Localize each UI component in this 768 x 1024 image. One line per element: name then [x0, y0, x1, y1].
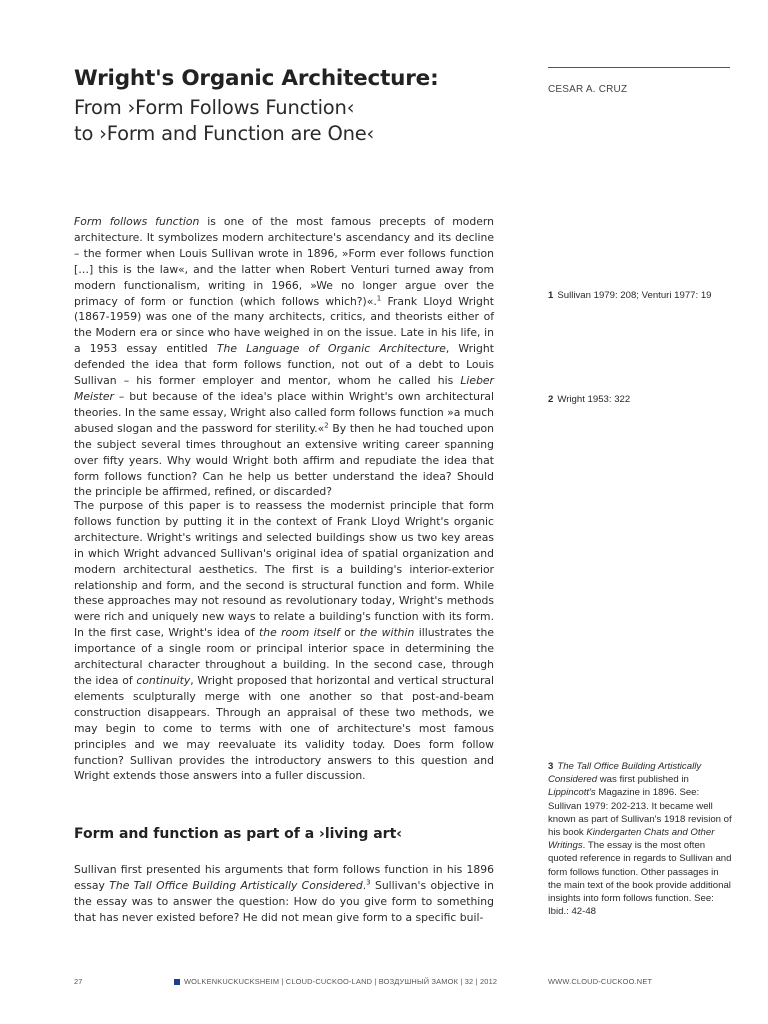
- footnote-ref-1[interactable]: 1: [376, 293, 382, 302]
- footnote-number: 3: [548, 761, 554, 772]
- paragraph-3: [74, 862, 494, 926]
- footnote-text: Wright 1953: 322: [557, 394, 631, 405]
- footer-journal: [174, 977, 497, 986]
- italic-text: Lippincott's: [548, 787, 596, 799]
- author-rule: [548, 67, 730, 68]
- text-run: The purpose of this paper is to reassess the modernist principle that form follows function by putting it in the context of Frank Lloyd Wright's organic architecture. Wright's writings and selected buildings show us two key areas in which Wright advanced Sullivan's original idea of spatial organization and modern architectural aesthetics. The first is a building's interior-exterior relationship and form, and the second is structural function and form. While these approaches may not resound as revolutionary today, Wright's methods were rich and uniquely new ways to relate a building's function with its form. In the first case, Wright's idea of: [74, 499, 494, 640]
- page-number: 27: [74, 977, 83, 986]
- footnote-number: 1: [548, 290, 554, 301]
- text-run: illustrates the importance of a single room or principal interior space in determining the architectural character throughout a building. In the second case, through the idea of: [74, 626, 494, 687]
- italic-text: the room itself: [259, 626, 340, 640]
- italic-text: The Tall Office Building Artistically Considered: [548, 761, 702, 786]
- footnote-text: Sullivan 1979: 208; Venturi 1977: 19: [557, 290, 712, 301]
- italic-text: the within: [359, 626, 415, 640]
- italic-text: continuity: [136, 673, 191, 687]
- text-run: – but because of the idea's place within Wright's own architectural theories. In the same essay, Wright also called form follows function »a much abused slogan and the password for sterility.«: [74, 389, 494, 435]
- footnote-2: [548, 393, 733, 406]
- footnote-ref-3[interactable]: 3: [366, 878, 371, 887]
- footnote-text: Magazine in 1896. See: Sullivan 1979: 202-213. It became well known as part of Sullivan's 1918 revision of his book: [548, 787, 732, 839]
- italic-text: Kindergarten Chats and Other Writings: [548, 827, 715, 852]
- footnote-3: [548, 760, 733, 918]
- footnote-number: 2: [548, 394, 554, 405]
- italic-text: The Language of Organic Architecture: [216, 342, 446, 356]
- text-run: .: [362, 878, 367, 892]
- footnote-text: . The essay is the most often quoted reference in regards to Sullivan and form follows function. Other passages in the main text of the book provide additional insights into form follows function. See: Ibid.: 42-48: [548, 840, 732, 918]
- italic-text: The Tall Office Building Artistically Considered: [109, 878, 363, 892]
- section-heading: Form and function as part of a ›living art‹: [74, 826, 403, 842]
- text-run: By then he had touched upon the subject several times throughout an extensive writing career spanning over fifty years. Why would Wright both affirm and repudiate the idea that form follows function? Can he help us better understand the idea? Should the principle be affirmed, refined, or discarded?: [74, 421, 494, 499]
- text-run: Frank Lloyd Wright (1867-1959) was one of the many architects, critics, and theorists either of the Modern era or since who have weighed in on the issue. Late in his life, in a 1953 essay entitled: [74, 294, 494, 356]
- subtitle-line-2: to ›Form and Function are One‹: [74, 122, 375, 145]
- paragraph-2: [74, 498, 494, 784]
- square-bullet-icon: [174, 979, 180, 985]
- text-run: or: [339, 626, 360, 640]
- footnote-1: [548, 289, 733, 302]
- footnote-text: was first published in: [597, 774, 689, 786]
- footnote-ref-2[interactable]: 2: [324, 421, 329, 430]
- title-block: [74, 66, 514, 147]
- text-run: Sullivan first presented his arguments that form follows function in his 1896 essay: [74, 863, 494, 892]
- italic-text: Lieber Meister: [74, 374, 494, 403]
- author-name: CESAR A. CRUZ: [548, 84, 628, 95]
- article-title: Wright's Organic Architecture:: [74, 66, 439, 91]
- italic-text: Form follows function: [74, 215, 200, 228]
- journal-info: WOLKENKUCKUCKSHEIM | CLOUD-CUCKOO-LAND | ВОЗДУШНЫЙ ЗАМОК | 32 | 2012: [184, 977, 498, 986]
- text-run: is one of the most famous precepts of modern architecture. It symbolizes modern architecture's ascendancy and its decline – the former when Louis Sullivan wrote in 1896, »Form ever follows function […] this is the law«, and the latter when Robert Venturi turned away from modern functionalism, writing in 1966, »We no longer argue over the primacy of form or function (which follows which?)«.: [74, 215, 494, 308]
- text-run: , Wright proposed that horizontal and vertical structural elements sculpturally merge with one another so that post-and-beam construction disappears. Through an appraisal of these two methods, we may begin to come to terms with one of architecture's most famous principles and we may reevaluate its validity today. Does form follow function? Sullivan provides the introductory answers to this question and Wright extends those answers into a fuller discussion.: [74, 673, 495, 783]
- article-subtitle: [74, 95, 514, 147]
- text-run: , Wright defended the idea that form follows function, not out of a debt to Louis Sullivan – his former employer and mentor, whom he called his: [74, 342, 494, 388]
- subtitle-line-1: From ›Form Follows Function‹: [74, 96, 355, 119]
- paragraph-1: [74, 214, 494, 500]
- text-run: Sullivan's objective in the essay was to answer the question: How do you give form to something that has never existed before? He did not mean give form to a specific buil-: [74, 878, 494, 924]
- footer-url-link[interactable]: WWW.CLOUD-CUCKOO.NET: [548, 977, 653, 986]
